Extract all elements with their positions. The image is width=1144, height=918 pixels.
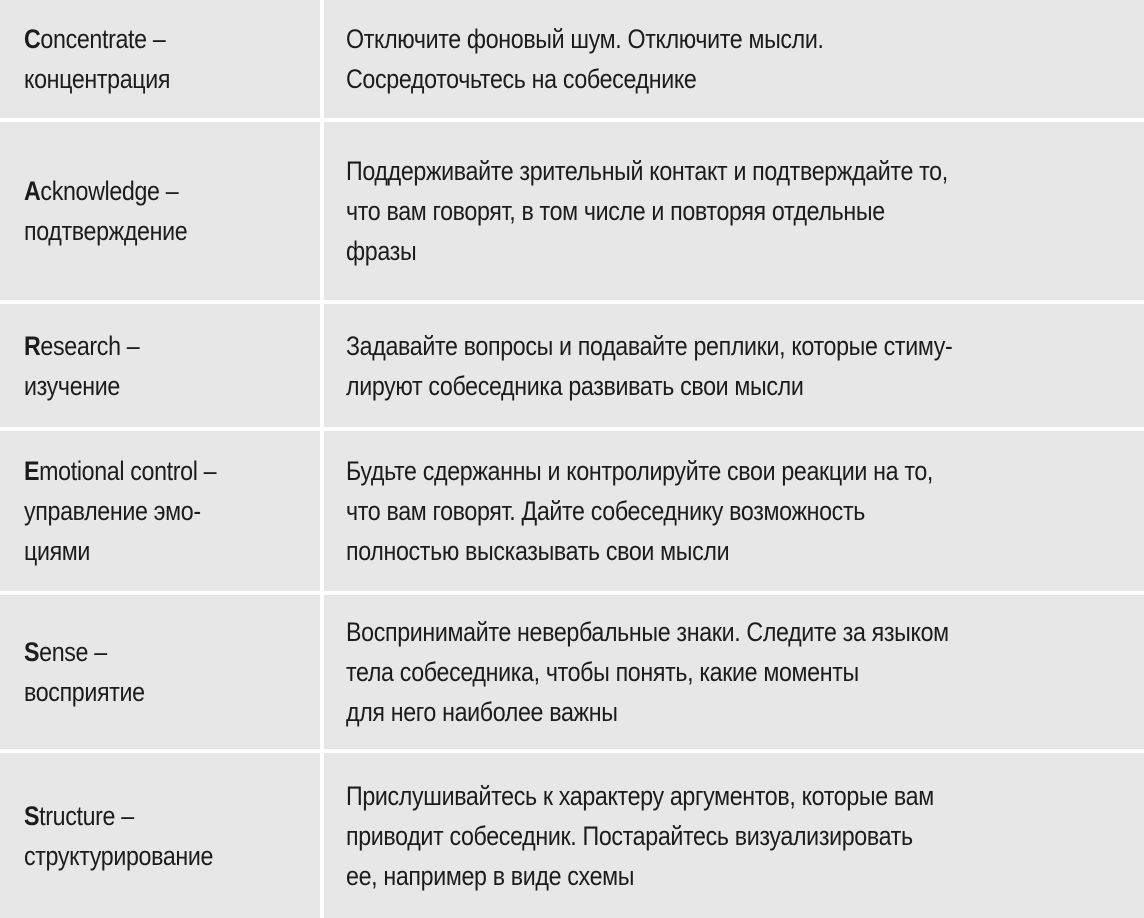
- term-cell: [0, 431, 320, 591]
- table-row: [0, 753, 1144, 918]
- description-cell: [324, 122, 1144, 300]
- description-line: фразы: [346, 236, 417, 266]
- term-line: Sense –: [24, 637, 107, 667]
- term-cell: [0, 304, 320, 427]
- table-row: [0, 0, 1144, 118]
- term-cell: [0, 753, 320, 918]
- term-initial: A: [24, 176, 41, 206]
- description-line: Отключите фоновый шум. Отключите мысли.: [346, 24, 824, 54]
- term-initial: C: [24, 24, 41, 54]
- term-line: Concentrate –: [24, 24, 166, 54]
- term-line: Emotional control –: [24, 456, 217, 486]
- description-line: для него наиболее важны: [346, 697, 618, 727]
- term-line: Acknowledge –: [24, 176, 179, 206]
- description-line: Задавайте вопросы и подавайте реплики, которые стиму-: [346, 330, 953, 361]
- term-initial: S: [24, 637, 40, 667]
- table-row: [0, 595, 1144, 749]
- description-line: что вам говорят, в том числе и повторяя отдельные: [346, 196, 885, 226]
- description-cell: [324, 753, 1144, 918]
- term-cell: [0, 122, 320, 300]
- description-cell: [324, 595, 1144, 749]
- description-line: Поддерживайте зрительный контакт и подтверждайте то,: [346, 156, 948, 186]
- description-line: что вам говорят. Дайте собеседнику возможность: [346, 496, 865, 526]
- term-line: Structure –: [24, 800, 134, 831]
- description-line: приводит собеседник. Постарайтесь визуализировать: [346, 820, 913, 851]
- term-line: восприятие: [24, 677, 145, 707]
- table-row: [0, 431, 1144, 591]
- description-line: Будьте сдержанны и контролируйте свои реакции на то,: [346, 456, 934, 486]
- term-initial: E: [24, 456, 40, 486]
- description-cell: [324, 0, 1144, 118]
- term-initial: R: [24, 330, 41, 361]
- description-cell: [324, 431, 1144, 591]
- term-initial: S: [24, 800, 40, 831]
- term-cell: [0, 595, 320, 749]
- term-line: циями: [24, 536, 91, 566]
- description-line: Сосредоточьтесь на собеседнике: [346, 64, 697, 94]
- term-cell: [0, 0, 320, 118]
- term-line: структурирование: [24, 840, 214, 871]
- description-line: Прислушивайтесь к характеру аргументов, которые вам: [346, 780, 934, 811]
- description-line: лируют собеседника развивать свои мысли: [346, 370, 804, 401]
- table-row: [0, 304, 1144, 427]
- table-row: [0, 122, 1144, 300]
- term-line: подтверждение: [24, 216, 188, 246]
- description-line: тела собеседника, чтобы понять, какие моменты: [346, 657, 859, 687]
- description-line: ее, например в виде схемы: [346, 860, 635, 891]
- term-line: Research –: [24, 330, 140, 361]
- description-cell: [324, 304, 1144, 427]
- description-line: полностью высказывать свои мысли: [346, 536, 730, 566]
- description-line: Воспринимайте невербальные знаки. Следите за языком: [346, 617, 949, 647]
- term-line: управление эмо-: [24, 496, 201, 526]
- term-line: концентрация: [24, 64, 171, 94]
- term-line: изучение: [24, 370, 120, 401]
